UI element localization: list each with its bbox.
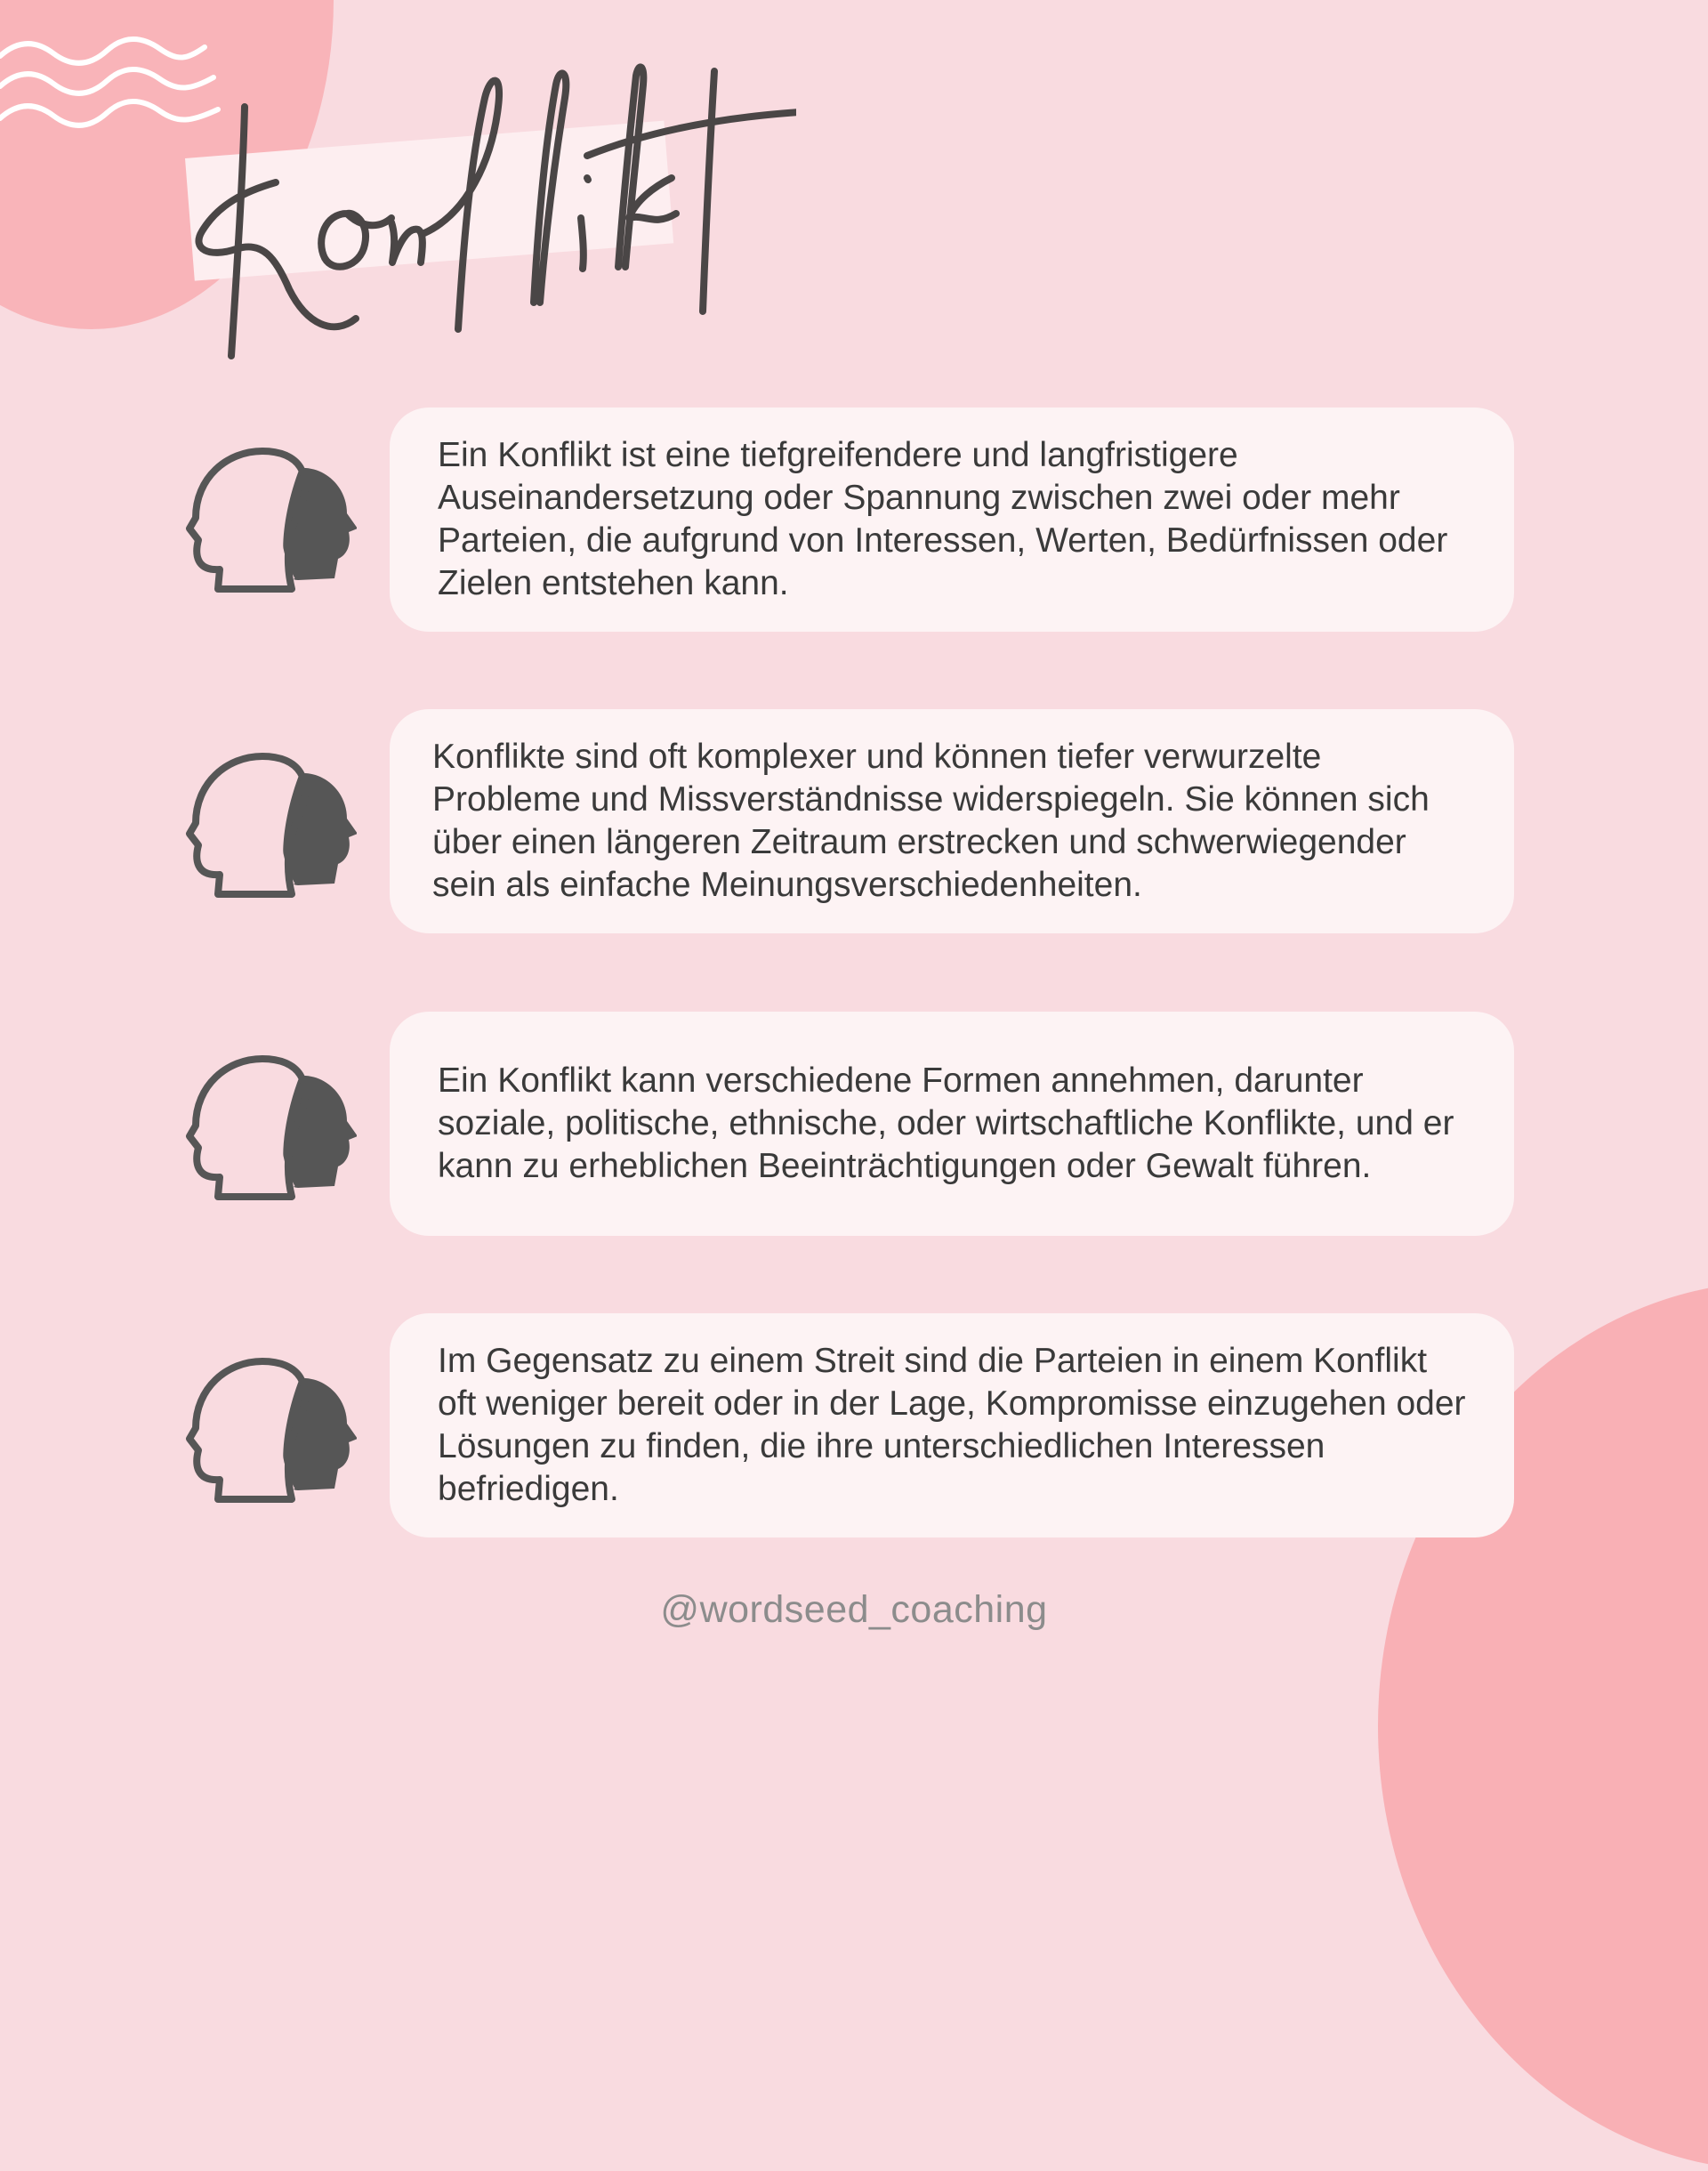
two-heads-icon [182, 752, 357, 898]
card-text: Ein Konflikt ist eine tiefgreifendere und langfristigere Auseinandersetzung oder Spannung zwischen zwei oder mehr Parteien, die aufgrund von Interessen, Werten, Bedürfnissen oder Zielen entstehen kann. [438, 436, 1448, 602]
two-heads-icon [182, 447, 357, 593]
card-text: Konflikte sind oft komplexer und können tiefer verwurzelte Probleme und Missverständnisse widerspiegeln. Sie können sich über einen längeren Zeitraum erstrecken und schwerwiegender sein als einfache Meinungsverschiedenheiten. [432, 738, 1430, 904]
card-text: Ein Konflikt kann verschiedene Formen annehmen, darunter soziale, politische, ethnische, oder wirtschaftliche Konflikte, und er kann zu erheblichen Beeinträchtigungen oder Gewalt führen. [438, 1061, 1454, 1185]
list-item-card [390, 1012, 1514, 1236]
list-item-card [390, 408, 1514, 632]
page-title [191, 36, 796, 374]
two-heads-icon [182, 1054, 357, 1200]
list-item-card [390, 1313, 1514, 1537]
card-text: Im Gegensatz zu einem Streit sind die Parteien in einem Konflikt oft weniger bereit oder in der Lage, Kompromisse einzugehen oder Lösungen zu finden, die ihre unterschiedlichen Interessen befriedigen. [438, 1342, 1466, 1508]
two-heads-icon [182, 1357, 357, 1503]
list-item-card [390, 709, 1514, 933]
wave-lines-icon [0, 13, 222, 147]
social-handle: @wordseed_coaching [660, 1588, 1048, 1631]
